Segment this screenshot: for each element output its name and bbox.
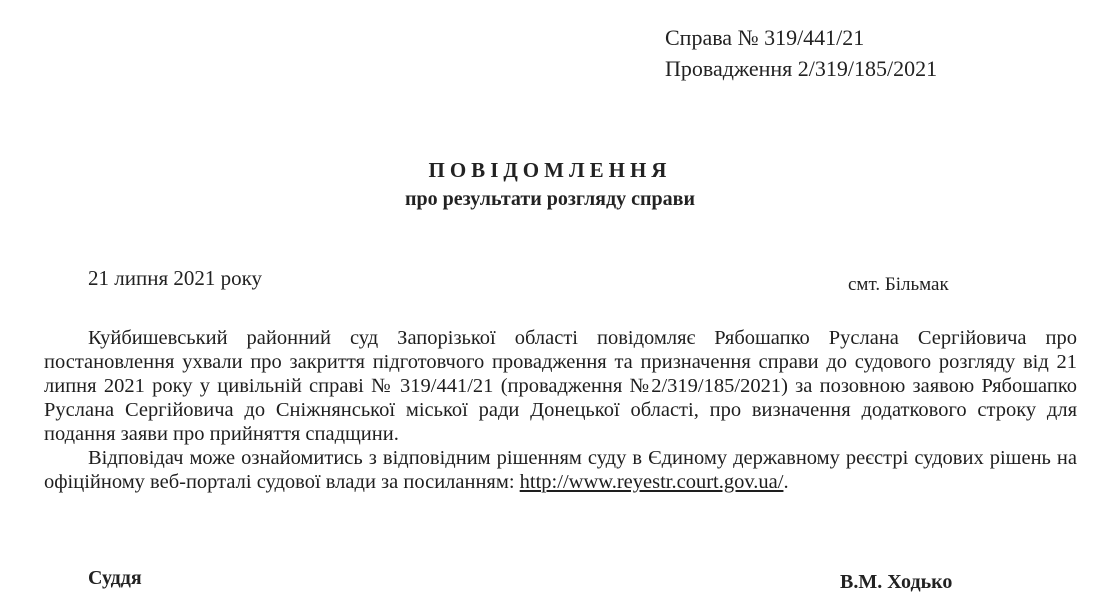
document-place: смт. Більмак: [848, 274, 949, 295]
registry-paragraph: [44, 446, 1077, 494]
proceeding-number: Провадження 2/319/185/2021: [665, 56, 938, 81]
document-date: 21 липня 2021 року: [88, 266, 263, 290]
document-body: [44, 326, 1077, 494]
document-title: ПОВІДОМЛЕННЯ: [428, 158, 672, 182]
document-subtitle: про результати розгляду справи: [405, 188, 695, 210]
case-reference-block: [665, 22, 937, 84]
registry-paragraph-text: Відповідач може ознайомитись з відповідним рішенням суду в Єдиному державному реєстрі судових рішень на офіційному веб-порталі судової влади за посиланням:: [44, 447, 1077, 493]
judge-name: В.М. Ходько: [840, 571, 953, 593]
registry-link[interactable]: http://www.reyestr.court.gov.ua/: [519, 471, 784, 493]
registry-paragraph-end: .: [783, 471, 789, 493]
notice-paragraph: Куйбишевський районний суд Запорізької області повідомляє Рябошапко Руслана Сергійовича про постановлення ухвали про закриття підготовчого провадження та призначення справи до судового розгляду від 21 липня 2021 року у цивільній справі № 319/441/21 (провадження №2/319/185/2021) за позовною заявою Рябошапко Руслана Сергійовича до Сніжнянської міської ради Донецької області, про визначення додаткового строку для подання заяви про прийняття спадщини.: [44, 327, 1077, 445]
judge-label: Суддя: [88, 567, 142, 589]
case-number: Справа № 319/441/21: [665, 25, 865, 50]
